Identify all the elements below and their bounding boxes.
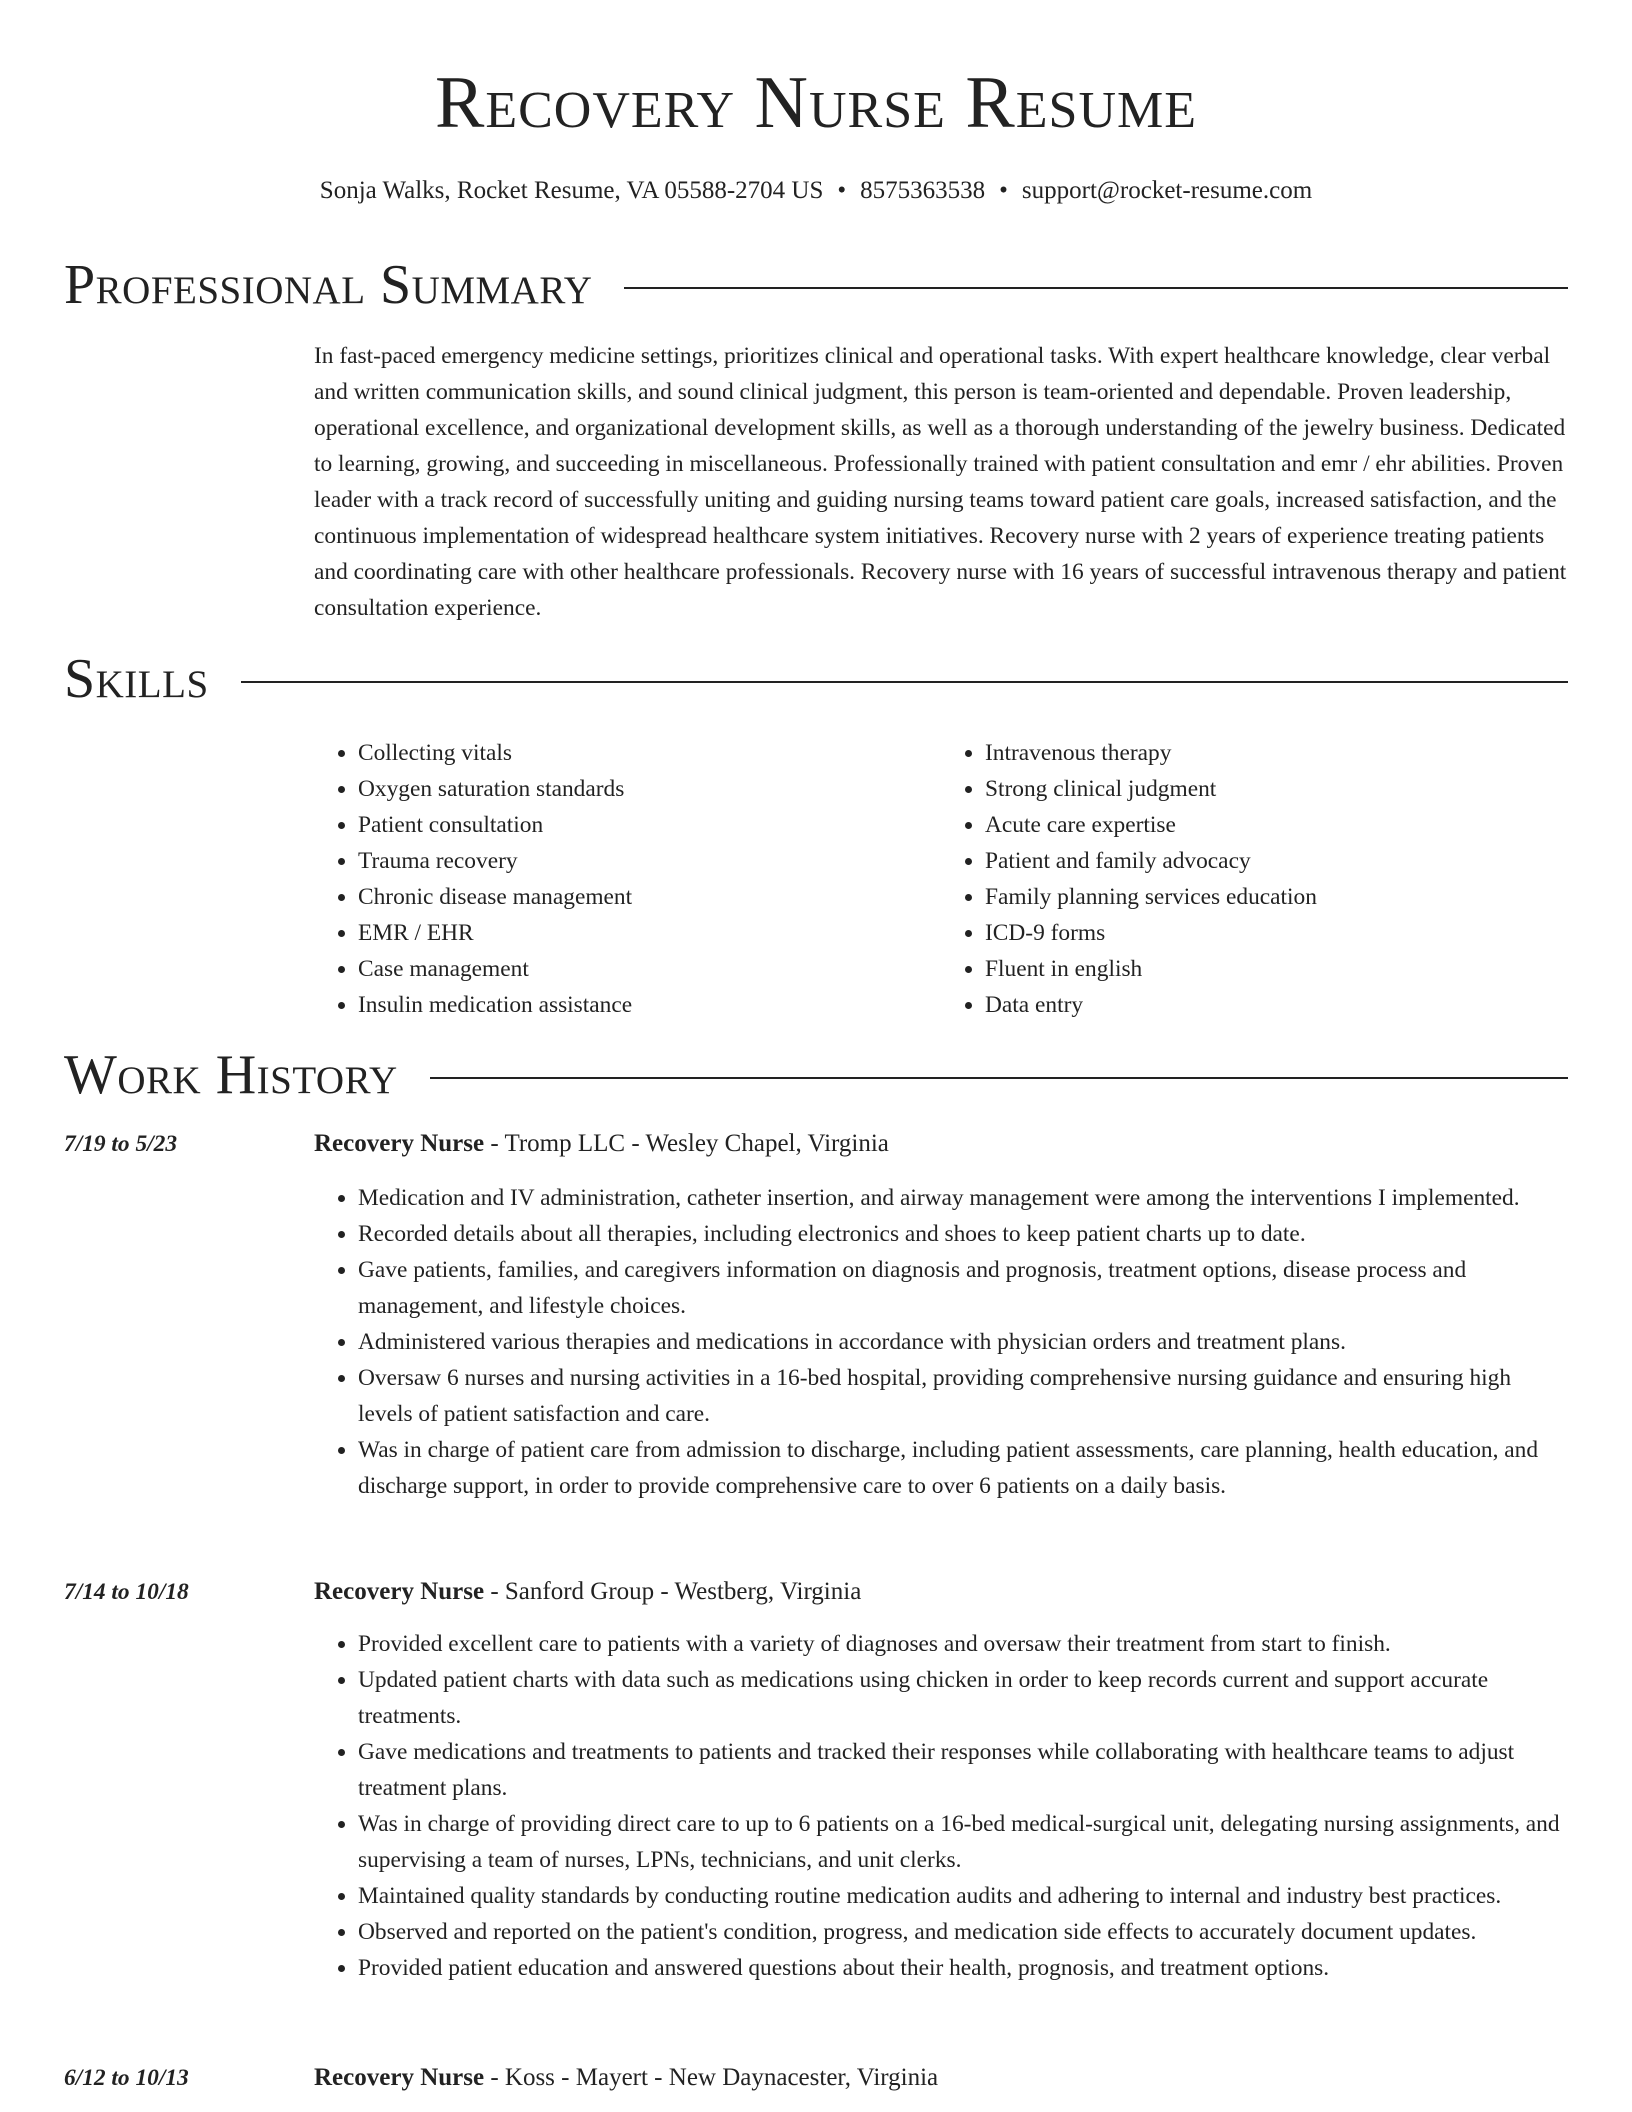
contact-address: Sonja Walks, Rocket Resume, VA 05588-2704 US (319, 177, 824, 204)
skill-item: • Patient and family advocacy (985, 843, 1568, 879)
contact-line (0, 174, 1632, 208)
summary-text: In fast-paced emergency medicine settings, prioritizes clinical and operational tasks. With expert healthcare knowledge, clear verbal and written communication skills, and sound clinical judgment, this person is team-oriented and dependable. Proven leadership, operational excellence, and organizational development skills, as well as a thorough understanding of the jewelry business. Dedicated to learning, growing, and succeeding in miscellaneous. Professionally trained with patient consultation and emr / ehr abilities. Proven leader with a track record of successfully uniting and guiding nursing teams toward patient care goals, increased satisfaction, and the continuous implementation of widespread healthcare system initiatives. Recovery nurse with 2 years of experience treating patients and coordinating care with other healthcare professionals. Recovery nurse with 16 years of successful intravenous therapy and patient consultation experience. (314, 343, 1567, 621)
section-divider (241, 681, 1568, 683)
job-dates: 6/12 to 10/13 (64, 2065, 189, 2091)
skills-list-left (314, 735, 941, 1023)
job-bullet: • Was in charge of patient care from admission to discharge, including patient assessments, care planning, health education, and discharge support, in order to provide comprehensive care to over 6 patients on a daily basis. (358, 1432, 1568, 1504)
skill-item: • Chronic disease management (358, 879, 941, 915)
job-title: Recovery Nurse (314, 2064, 485, 2091)
job-bullet: • Oversaw 6 nurses and nursing activities in a 16-bed hospital, providing comprehensive nursing guidance and ensuring high levels of patient satisfaction and care. (358, 1360, 1568, 1432)
summary-section-header (64, 253, 1568, 317)
job-bullet: • Provided patient education and answered questions about their health, prognosis, and treatment options. (358, 1950, 1568, 1986)
job-bullet: • Observed and reported on the patient's condition, progress, and medication side effects to accurately document updates. (358, 1914, 1568, 1950)
skills-heading: Skills (64, 648, 209, 710)
work-heading: Work History (64, 1044, 398, 1106)
job-bullet: • Gave medications and treatments to patients and tracked their responses while collaborating with healthcare teams to adjust treatment plans. (358, 1734, 1568, 1806)
skill-item: • Data entry (985, 987, 1568, 1023)
skill-item: • Trauma recovery (358, 843, 941, 879)
job-bullets (314, 1180, 1568, 1504)
skill-item: • Fluent in english (985, 951, 1568, 987)
skill-item: • EMR / EHR (358, 915, 941, 951)
skill-item: • Patient consultation (358, 807, 941, 843)
skill-item: • Collecting vitals (358, 735, 941, 771)
skills-list-right (941, 735, 1568, 1023)
job-title: Recovery Nurse (314, 1130, 485, 1157)
job-heading (314, 1574, 861, 1610)
skill-item: • Oxygen saturation standards (358, 771, 941, 807)
work-section-header (64, 1043, 1568, 1107)
document-title: Recovery Nurse Resume (435, 62, 1197, 144)
job-bullets (314, 1626, 1568, 1986)
section-divider (624, 287, 1568, 289)
job-bullet: • Gave patients, families, and caregivers information on diagnosis and prognosis, treatment options, disease process and management, and lifestyle choices. (358, 1252, 1568, 1324)
job-heading (314, 2060, 938, 2096)
job-heading (314, 1126, 889, 1162)
summary-heading: Professional Summary (64, 254, 593, 316)
contact-separator: • (837, 177, 847, 204)
contact-email: support@rocket-resume.com (1021, 177, 1313, 204)
skill-item: • Family planning services education (985, 879, 1568, 915)
skill-item: • Intravenous therapy (985, 735, 1568, 771)
contact-separator: • (999, 177, 1008, 204)
job-dates: 7/14 to 10/18 (64, 1579, 189, 1605)
job-employer: - Sanford Group - Westberg, Virginia (484, 1578, 862, 1605)
skills-grid (314, 735, 1568, 1023)
job-title: Recovery Nurse (314, 1578, 485, 1605)
skills-section-header (64, 647, 1568, 711)
job-bullet: • Updated patient charts with data such as medications using chicken in order to keep records current and support accurate treatments. (358, 1662, 1568, 1734)
skill-item: • Case management (358, 951, 941, 987)
job-bullet: • Maintained quality standards by conducting routine medication audits and adhering to internal and industry best practices. (358, 1878, 1568, 1914)
skill-item: • Acute care expertise (985, 807, 1568, 843)
skill-item: • ICD-9 forms (985, 915, 1568, 951)
section-divider (430, 1077, 1568, 1079)
job-bullet: • Was in charge of providing direct care to up to 6 patients on a 16-bed medical-surgical unit, delegating nursing assignments, and supervising a team of nurses, LPNs, technicians, and unit clerks. (358, 1806, 1568, 1878)
contact-phone: 8575363538 (860, 177, 986, 204)
job-dates: 7/19 to 5/23 (64, 1131, 178, 1157)
job-bullet: • Administered various therapies and medications in accordance with physician orders and treatment plans. (358, 1324, 1568, 1360)
job-employer: - Koss - Mayert - New Daynacester, Virginia (484, 2064, 939, 2091)
skill-item: • Strong clinical judgment (985, 771, 1568, 807)
job-bullet: • Recorded details about all therapies, including electronics and shoes to keep patient charts up to date. (358, 1216, 1568, 1252)
job-bullet: • Provided excellent care to patients with a variety of diagnoses and oversaw their treatment from start to finish. (358, 1626, 1568, 1662)
skill-item: • Insulin medication assistance (358, 987, 941, 1023)
job-employer: - Tromp LLC - Wesley Chapel, Virginia (484, 1130, 889, 1157)
job-bullet: • Medication and IV administration, catheter insertion, and airway management were among the interventions I implemented. (358, 1180, 1568, 1216)
